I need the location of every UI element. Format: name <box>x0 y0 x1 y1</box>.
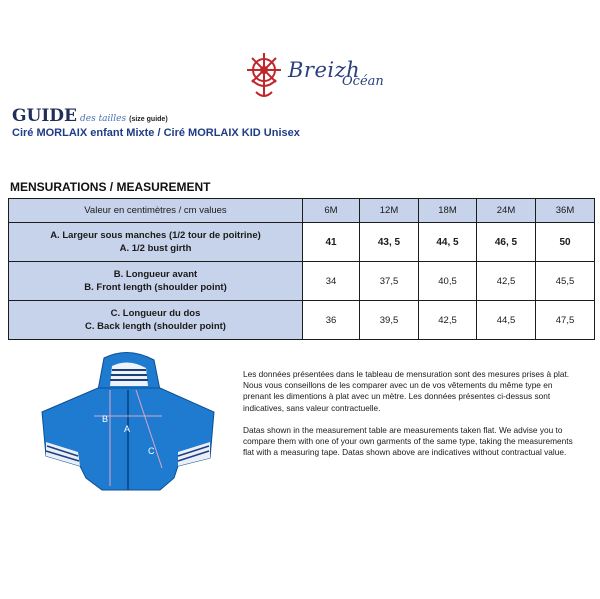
table-cell: 34 <box>303 262 360 301</box>
table-cell: 47,5 <box>536 301 595 340</box>
table-cell: 36 <box>303 301 360 340</box>
table-cell: 41 <box>303 223 360 262</box>
product-title: Ciré MORLAIX enfant Mixte / Ciré MORLAIX KID Unisex <box>12 127 300 139</box>
raincoat-body <box>42 388 214 490</box>
notes <box>243 369 573 469</box>
table-cell: 44,5 <box>477 301 536 340</box>
guide-heading <box>12 106 168 126</box>
table-cell: 42,5 <box>419 301 477 340</box>
label-a: A <box>124 424 131 434</box>
guide-size-note: (size guide) <box>129 116 168 123</box>
row-label-en: A. 1/2 bust girth <box>119 243 192 254</box>
raincoat-image <box>38 350 218 495</box>
raincoat-illustration <box>38 350 218 495</box>
table-cell: 50 <box>536 223 595 262</box>
raincoat-hood <box>98 352 160 390</box>
brand-name: Breizh <box>288 58 361 82</box>
guide-title: GUIDE <box>12 106 77 126</box>
guide-subtitle: des tailles <box>80 114 127 124</box>
header-size: 6M <box>303 199 360 223</box>
brand-name-2: Océan <box>342 74 384 89</box>
table-header-row <box>9 199 595 223</box>
label-b: B <box>102 414 109 424</box>
brand-logo <box>244 50 419 102</box>
row-label <box>9 301 303 340</box>
header-size: 36M <box>536 199 595 223</box>
row-label-fr: C. Longueur du dos <box>110 308 201 319</box>
table-cell: 43, 5 <box>360 223 419 262</box>
note-french: Les données présentées dans le tableau de mensuration sont des mesures prises à plat. Nous vous conseillons de les comparer avec un de vos vêtements du même type en prenant les dimentions à plat avec un mètre. Les données présentes ci-dessus sont indicatives, sans valeur contractuelle. <box>243 369 570 413</box>
table-cell: 42,5 <box>477 262 536 301</box>
table-row <box>9 223 595 262</box>
label-c: C <box>148 446 155 456</box>
header-label: Valeur en centimètres / cm values <box>9 199 303 223</box>
row-label-en: C. Back length (shoulder point) <box>85 321 226 332</box>
section-title: MENSURATIONS / MEASUREMENT <box>10 180 211 194</box>
ship-wheel-icon <box>244 50 288 102</box>
row-label-fr: A. Largeur sous manches (1/2 tour de poitrine) <box>50 230 261 241</box>
table-cell: 37,5 <box>360 262 419 301</box>
table-cell: 40,5 <box>419 262 477 301</box>
table-cell: 45,5 <box>536 262 595 301</box>
row-label-en: B. Front length (shoulder point) <box>84 282 227 293</box>
row-label <box>9 262 303 301</box>
row-label-fr: B. Longueur avant <box>113 269 198 280</box>
table-row <box>9 262 595 301</box>
note-english: Datas shown in the measurement table are measurements taken flat. We advise you to compare them with one of your own garments of the same type, taking the measurements flat with a measuring tape. Datas shown above are indicatives without contractual value. <box>243 424 573 458</box>
row-label <box>9 223 303 262</box>
header-size: 24M <box>477 199 536 223</box>
table-cell: 39,5 <box>360 301 419 340</box>
table-row <box>9 301 595 340</box>
header-size: 18M <box>419 199 477 223</box>
header-size: 12M <box>360 199 419 223</box>
table-cell: 44, 5 <box>419 223 477 262</box>
table-cell: 46, 5 <box>477 223 536 262</box>
measurement-table <box>8 198 595 340</box>
